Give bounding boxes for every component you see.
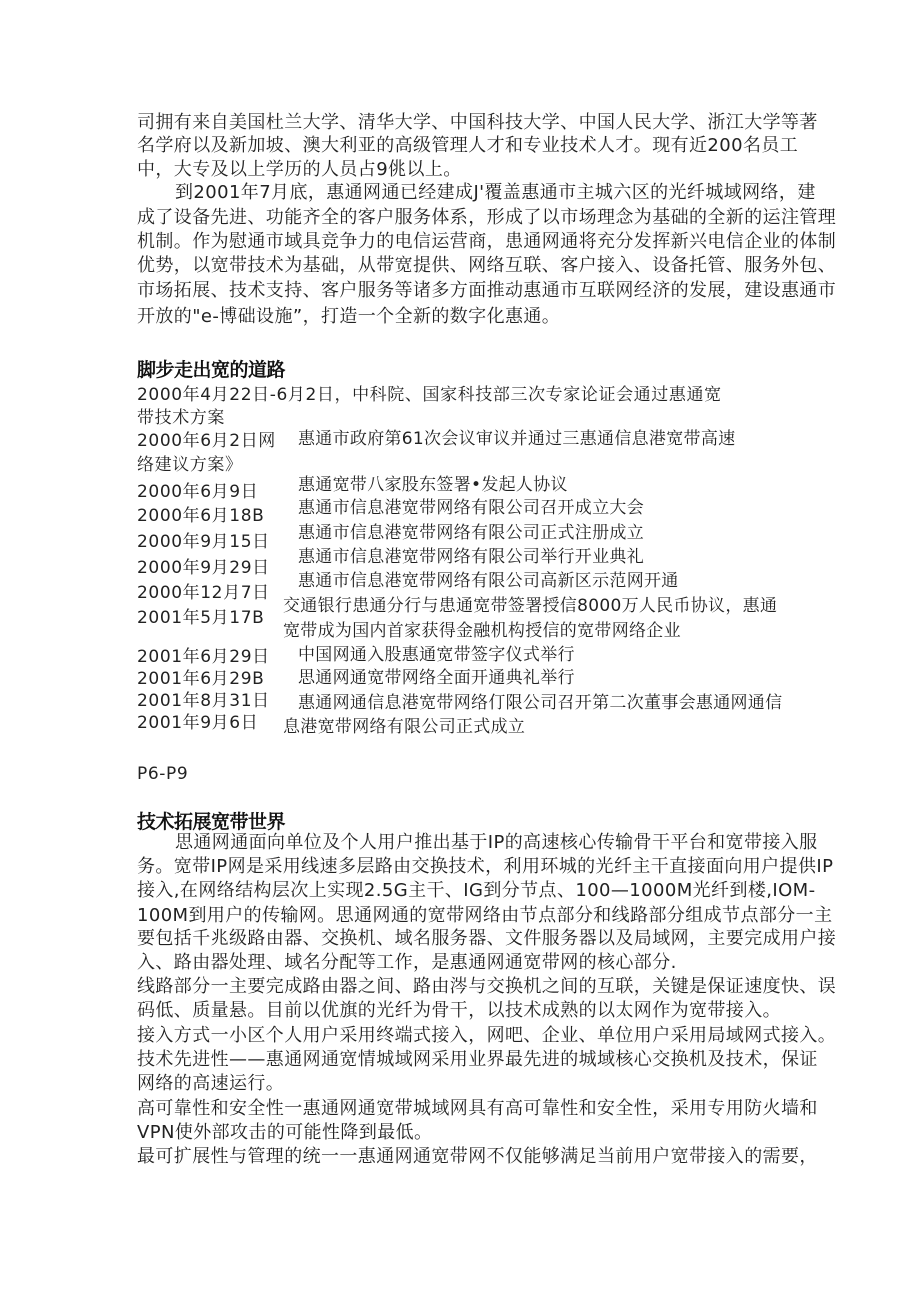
timeline-first-line: 2000年4月22日-6月2日，中科院、国家科技部三次专家论证会通过惠通宽 (137, 385, 722, 405)
text-line: 接入方式一小区个人用户采用终端式接入，网吧、企业、单位用户采用局域网式接入。 (137, 1025, 837, 1046)
timeline-date: 2000年12月7日 (137, 583, 270, 603)
text-line: 入、路由器处理、域名分配等工作，是惠通网通宽带网的核心部分. (137, 952, 677, 973)
text-line: 网络的高速运行。 (137, 1073, 285, 1094)
text-line: 最可扩展性与管理的统一一惠通网通宽带网不仅能够满足当前用户宽带接入的需要， (137, 1146, 818, 1167)
section-heading: 脚步走出宽的道路 (137, 359, 286, 381)
text-line: 要包括千兆级路由器、交换机、域名服务器、文件服务器以及局域网，主要完成用户接 (137, 928, 837, 949)
text-line: 高可靠性和安全性一惠通网通宽带城域网具有高可靠性和安全性，采用专用防火墙和 (137, 1098, 818, 1119)
text-line: 成了设备先进、功能齐全的客户服务体系，形成了以市场理念为基础的全新的运注管理 (137, 207, 837, 228)
timeline-event: 惠通市信息港宽带网络有限公司召开成立大会 (298, 498, 644, 518)
timeline-event: 惠通市政府第61次会议审议并通过三惠通信息港宽带高速 (298, 429, 736, 449)
text-line: 思通网通面向单位及个人用户推出基于IP的高速核心传输骨干平台和宽带接入服 (175, 832, 818, 853)
timeline-date: 2001年9月6日 (137, 713, 259, 733)
page-reference: P6-P9 (137, 764, 189, 784)
text-line: 线路部分一主要完成路由器之间、路由涔与交换机之间的互联，关键是保证速度快、误 (137, 976, 837, 997)
timeline-date: 2001年5月17B (137, 608, 265, 628)
timeline-date: 2000年6月18B (137, 506, 265, 526)
timeline-date: 2000年9月29日 (137, 558, 270, 578)
timeline-event: 惠通市信息港宽带网络有限公司举行开业典礼 (298, 547, 644, 567)
text-line: 市场拓展、技术支持、客户服务等诸多方面推动惠通市互联网经济的发展，建设惠通市 (137, 280, 837, 301)
timeline-date: 2000年9月15日 (137, 532, 270, 552)
timeline-date: 2000年6月9日 (137, 482, 259, 502)
timeline-event: 思通网通宽带网络全面开通典礼举行 (298, 668, 575, 688)
text-line: 务。宽带IP网是采用线速多层路由交换技术，利用环城的光纤主干直接面向用户提供IP (137, 856, 834, 877)
timeline-event: 中国网通入股惠通宽带签字仪式举行 (298, 645, 575, 665)
text-line: 优势，以宽带技术为基础，从带宽提供、网络互联、客户接入、设备托管、服务外包、 (137, 255, 837, 276)
text-line: 码低、质量悬。目前以优旗的光纤为骨干，以技术成熟的以太网作为宽带接入。 (137, 1000, 781, 1021)
timeline-event: 惠通网通信息港宽带网络仃限公司召开第二次董事会惠通网通信 (298, 693, 783, 713)
timeline-event: 惠通市信息港宽带网络有限公司高新区示范网开通 (298, 571, 679, 591)
timeline-first-line-cont: 带技术方案 (137, 408, 225, 428)
text-line: 100M到用户的传输网。思通网通的宽带网络由节点部分和线路部分组成节点部分一主 (137, 905, 833, 926)
timeline-date: 2001年6月29B (137, 669, 265, 689)
text-line: 名学府以及新加坡、澳大利亚的高级管理人才和专业技术人才。现有近200名员工 (137, 135, 799, 156)
timeline-event: 宽带成为国内首家获得金融机构授信的宽带网络企业 (283, 621, 681, 641)
timeline-date: 2000年6月2日网 (137, 431, 276, 451)
text-line: 到2001年7月底，惠通网通已经建成J'覆盖惠通市主城六区的光纤城域网络，建 (175, 182, 816, 203)
timeline-event: 息港宽带网络有限公司正式成立 (283, 717, 526, 737)
text-line: 机制。作为慰通市域具竞争力的电信运营商，患通网通将充分发挥新兴电信企业的体制 (137, 231, 837, 252)
text-line: 中，大专及以上学历的人员占9佻以上。 (137, 159, 462, 180)
timeline-event: 惠通宽带八家股东签署•发起人协议 (298, 475, 568, 495)
timeline-event: 交通银行患通分行与患通宽带签署授信8000万人民币协议，惠通 (283, 596, 778, 616)
text-line: 开放的"e-博础设施”，打造一个全新的数字化惠通。 (137, 306, 561, 327)
text-line: 接入,在网络结构层次上实现2.5G主干、IG到分节点、100—1000M光纤到楼,IOM- (137, 880, 816, 901)
text-line: 司拥有来自美国杜兰大学、清华大学、中国科技大学、中国人民大学、浙江大学等著 (137, 112, 818, 133)
text-line: VPN使外部攻击的可能性降到最低。 (137, 1122, 433, 1143)
timeline-event: 惠通市信息港宽带网络有限公司正式注册成立 (298, 523, 644, 543)
text-line: 技术先进性——惠通网通宽情城域网采用业界最先进的城域核心交换机及技术，保证 (137, 1049, 818, 1070)
section-heading: 技术拓展宽带世界 (137, 811, 286, 833)
timeline-date: 2001年6月29日 (137, 647, 270, 667)
timeline-date: 2001年8月31日 (137, 691, 270, 711)
timeline-date: 络建议方案》 (137, 455, 243, 475)
